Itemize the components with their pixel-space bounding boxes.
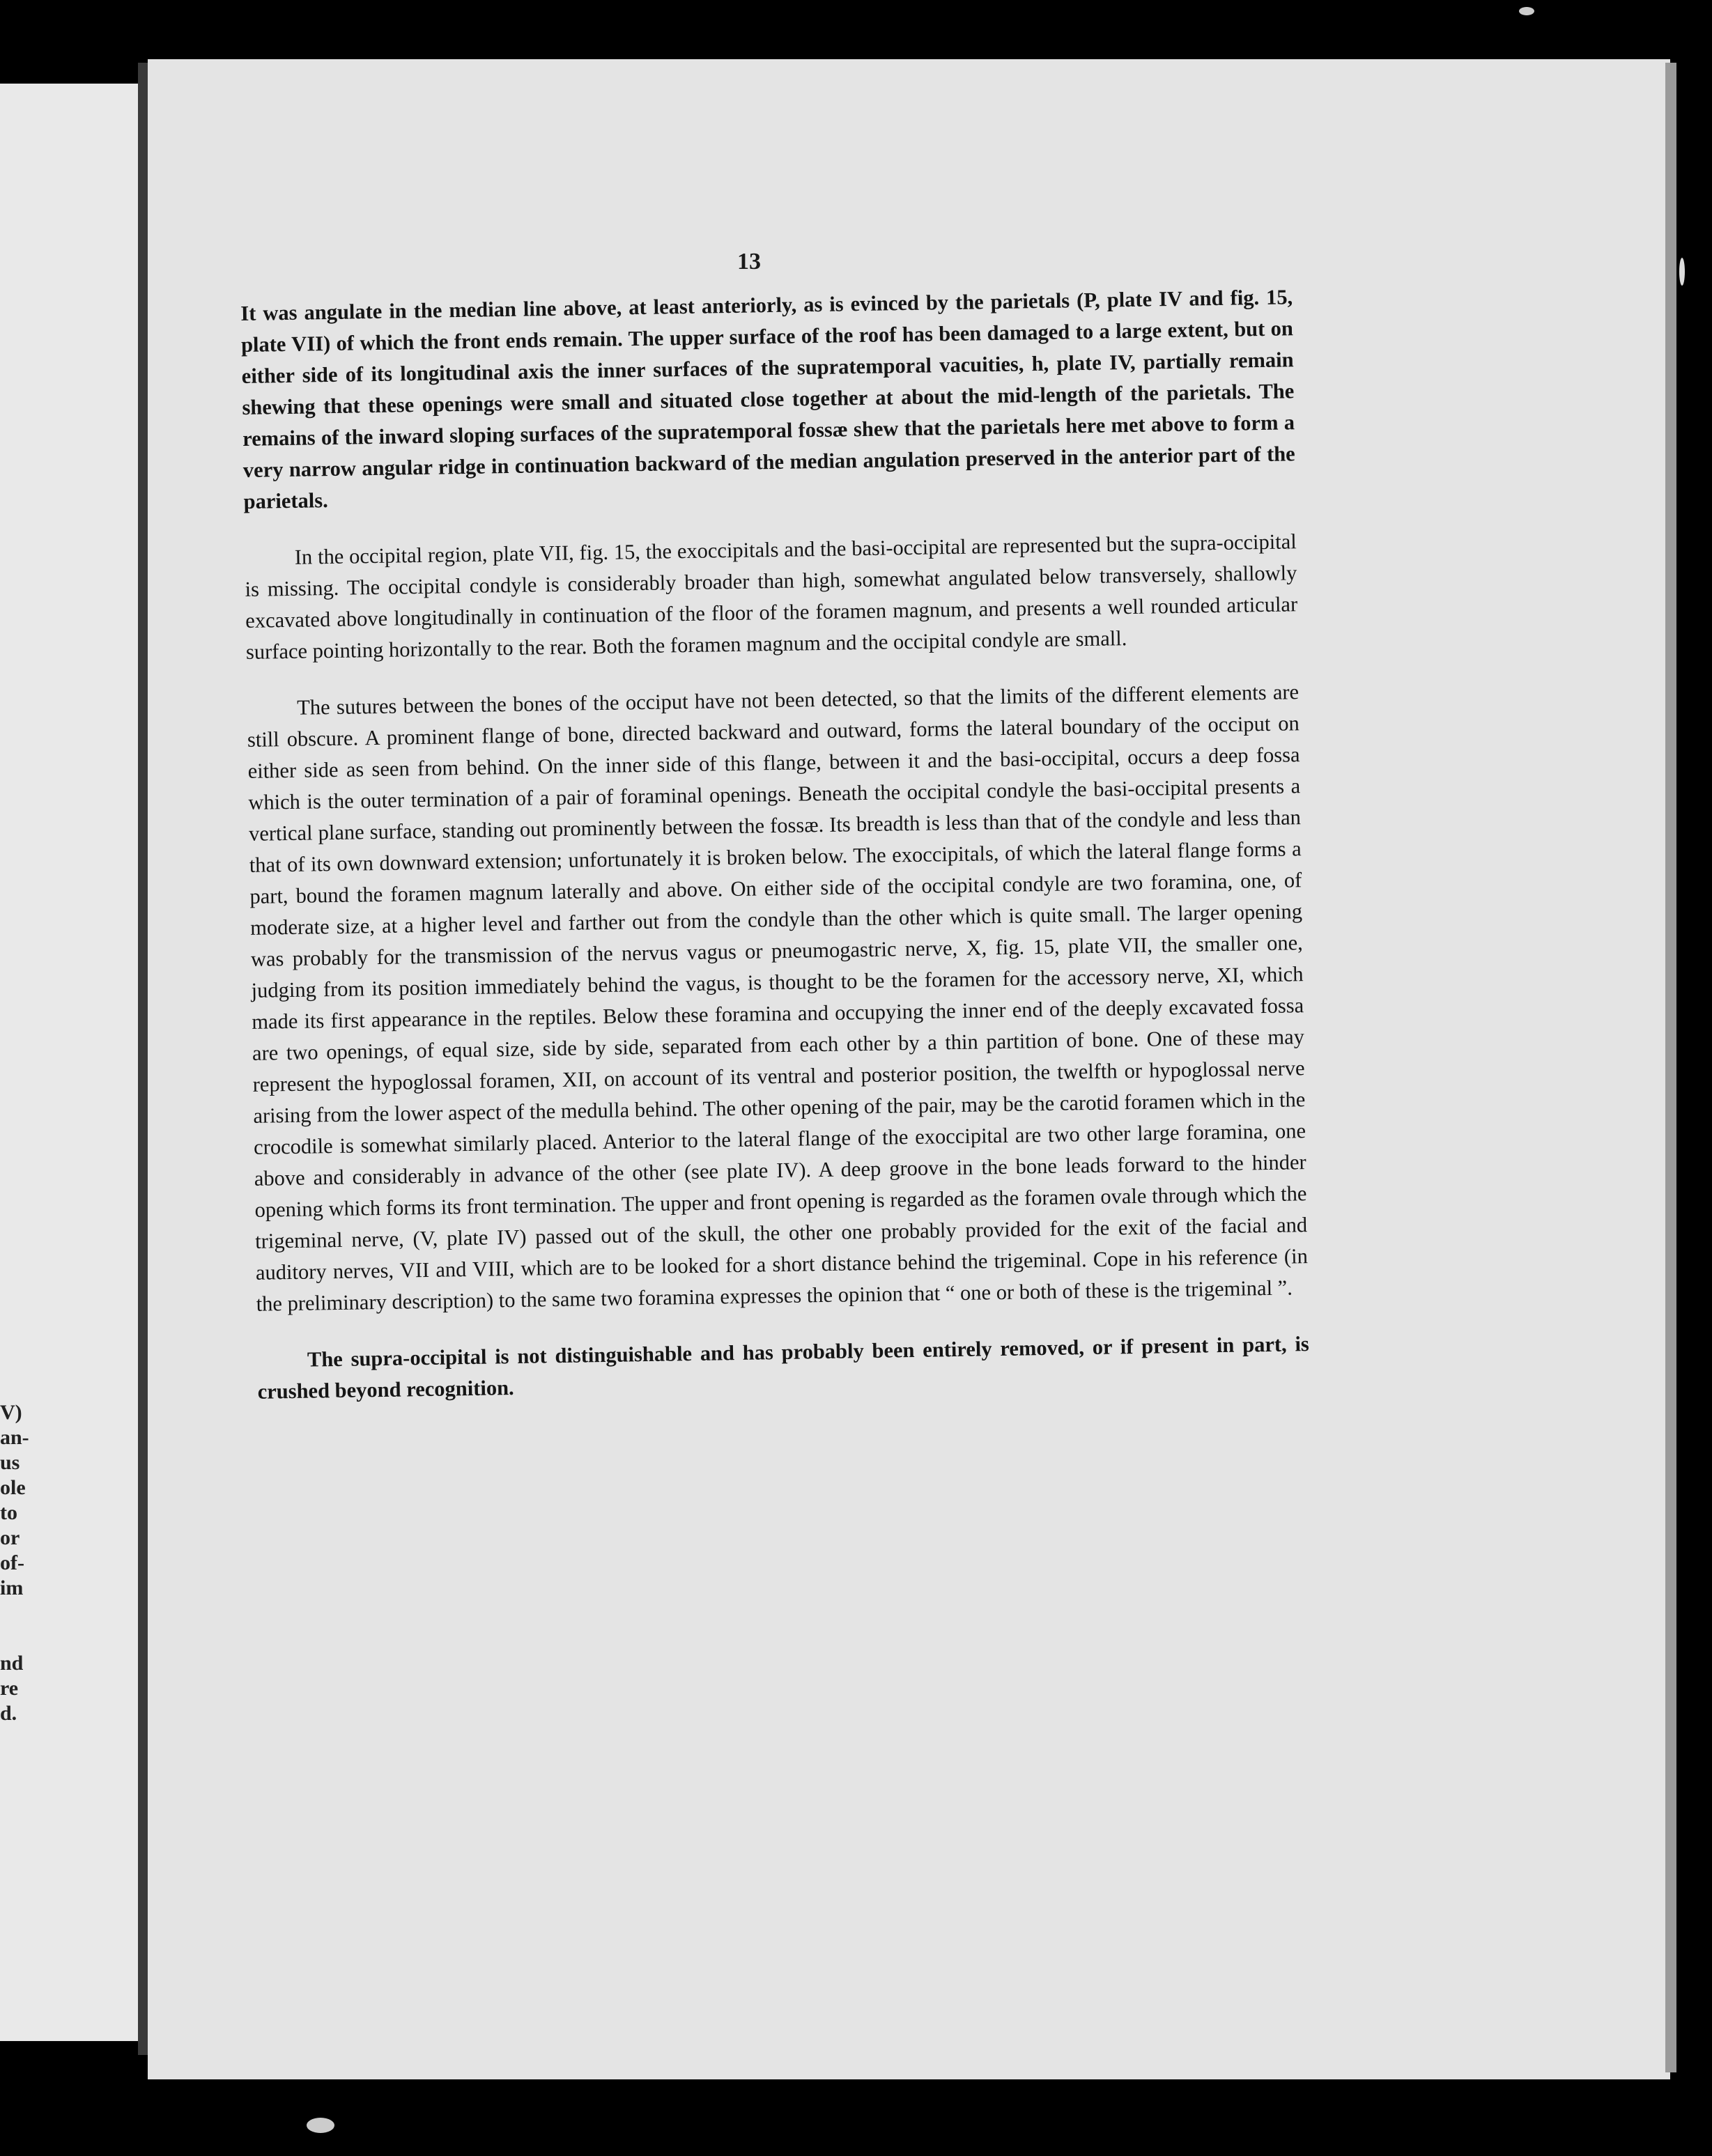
body-text — [240, 281, 1310, 1433]
scan-speck — [1519, 7, 1534, 15]
scan-speck — [1679, 258, 1685, 286]
left-fragment: us — [0, 1451, 20, 1474]
page-edge-shadow — [1665, 63, 1676, 2072]
left-fragment: nd — [0, 1652, 24, 1675]
left-fragment: ole — [0, 1476, 26, 1499]
left-fragment: of- — [0, 1551, 24, 1574]
paragraph-supra-occipital: The supra-occipital is not distinguishable and has probably been entirely removed, or if present in part, is crushed beyond recognition. — [257, 1332, 1310, 1404]
left-fragment: or — [0, 1526, 20, 1549]
left-fragment: re — [0, 1677, 19, 1700]
left-fragment: d. — [0, 1702, 17, 1725]
paragraph-occiput-sutures: The sutures between the bones of the occiput have not been detected, so that the limits of the different elements are still obscure. A prominent flange of bone, directed backward and outward, forms the lateral boundary of the occiput on either side as seen from behind. On the inner side of this flange, between it and the basi-occipital, occurs a deep fossa which is the outer termination of a pair of foraminal openings. Beneath the occipital condyle the basi-occipital presents a vertical plane surface, standing out prominently between the fossæ. Its breadth is less than that of the condyle and less than that of its own downward extension; unfortunately it is broken below. The exoccipitals, of which the lateral flange forms a part, bound the foramen magnum laterally and above. On either side of the occipital condyle are two foramina, one, of moderate size, at a higher level and farther out from the condyle than the other which is quite small. The larger opening was probably for the transmission of the nervus vagus or pneumogastric nerve, X, fig. 15, plate VII, the smaller one, judging from its position immediately behind the vagus, is thought to be the foramen for the accessory nerve, XI, which made its first appearance in the reptiles. Below these foramina and occupying the inner end of the deeply excavated fossa are two openings, of equal size, side by side, separated from each other by a thin partition of bone. One of these may represent the hypoglossal foramen, XII, on account of its ventral and posterior position, the twelfth or hypoglossal nerve arising from the lower aspect of the medulla behind. The other opening of the pair, may be the carotid foramen which in the crocodile is somewhat similarly placed. Anterior to the lateral flange of the exoccipital are two other large foramina, one above and considerably in advance of the other (see plate IV). A deep groove in the bone leads forward to the hinder opening which forms its front termination. The upper and front opening is regarded as the foramen ovale through which the trigeminal nerve, (V, plate IV) passed out of the skull, the other one probably provided for the exit of the facial and auditory nerves, VII and VIII, which are to be looked for a short distance behind the trigeminal. Cope in his reference (in the preliminary description) to the same two foramina expresses the opinion that “ one or both of these is the trigeminal ”. — [247, 680, 1309, 1316]
left-fragment-gap — [0, 1601, 56, 1651]
page-number: 13 — [737, 249, 761, 274]
left-fragment: an- — [0, 1426, 29, 1449]
left-fragment: im — [0, 1576, 24, 1599]
scan-speck — [307, 2118, 334, 2133]
left-page — [0, 84, 143, 2041]
paragraph-parietals: It was angulate in the median line above, at least anteriorly, as is evinced by the parietals (P, plate IV and fig. 15, plate VII) of which the front ends remain. The upper surface of the roof has been damaged to a large extent, but on either side of its longitudinal axis the inner surfaces of the supratemporal vacuities, h, plate IV, partially remain shewing that these openings were small and situated close together at about the mid-length of the parietals. The remains of the inward sloping surfaces of the supratemporal fossæ shew that the parietals here met above to form a very narrow angular ridge in continuation backward of the median angulation preserved in the anterior part of the parietals. — [240, 285, 1295, 513]
left-fragment: to — [0, 1501, 17, 1524]
left-fragment: V) — [0, 1401, 22, 1424]
paragraph-occipital-region: In the occipital region, plate VII, fig. 15, the exoccipitals and the basi-occipital are represented but the supra-occipital is missing. The occipital condyle is considerably broader than high, somewhat angulated below transversely, shallowly excavated above longitudinally in continuation of the floor of the foramen magnum, and presents a well rounded articular surface pointing horizontally to the rear. Both the foramen magnum and the occipital condyle are small. — [245, 529, 1298, 664]
left-page-text-fragments — [0, 1400, 56, 1726]
